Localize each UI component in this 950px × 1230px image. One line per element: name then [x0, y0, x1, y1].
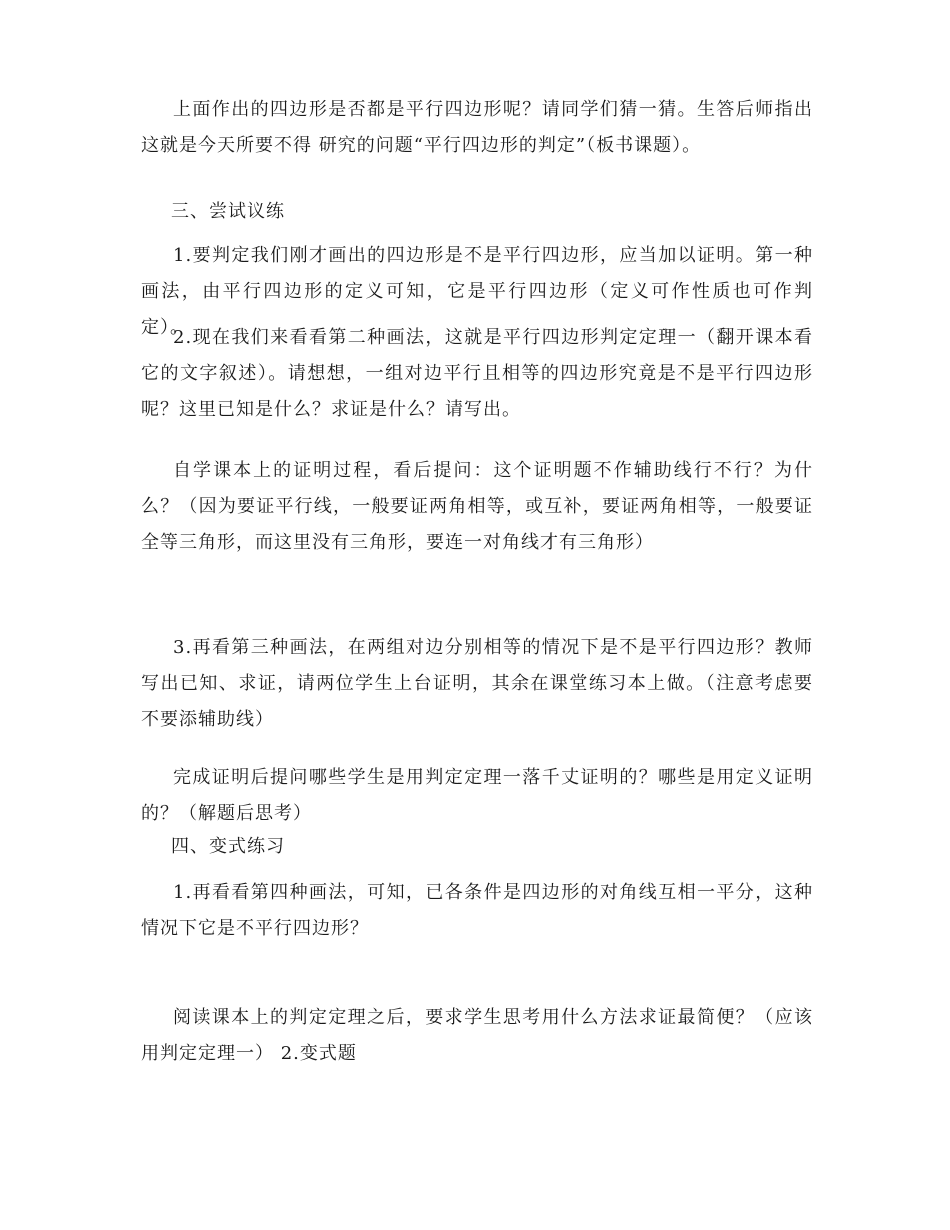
paragraph-item-2: 2.现在我们来看看第二种画法，这就是平行四边形判定定理一（翻开课本看它的文字叙述）。请想想，一组对边平行且相等的四边形究竟是不是平行四边形呢？这里已知是什么？求证是什么？请写出。 — [141, 327, 813, 420]
section-heading-4: 四、变式练习 — [171, 836, 285, 857]
paragraph-reading: 阅读课本上的判定定理之后，要求学生思考用什么方法求证最简便？（应该用判定定理一） 2.变式题 — [141, 1007, 813, 1064]
paragraph-item-3: 3.再看第三种画法，在两组对边分别相等的情况下是不是平行四边形？教师写出已知、求证，请两位学生上台证明，其余在课堂练习本上做。（注意考虑要不要添辅助线） — [141, 637, 813, 730]
paragraph-variant-1: 1.再看看第四种画法，可知，已各条件是四边形的对角线互相一平分，这种情况下它是不平行四边形？ — [141, 882, 813, 939]
paragraph-self-study: 自学课本上的证明过程，看后提问：这个证明题不作辅助线行不行？为什么？（因为要证平行线，一般要证两角相等，或互补，要证两角相等，一般要证全等三角形，而这里没有三角形，要连一对角线才有三角形） — [141, 460, 813, 553]
section-heading-3: 三、尝试议练 — [171, 201, 285, 222]
paragraph-item-1: 1.要判定我们刚才画出的四边形是不是平行四边形，应当加以证明。第一种画法，由平行四边形的定义可知，它是平行四边形（定义可作性质也可作判定）。 — [141, 245, 813, 338]
paragraph-intro: 上面作出的四边形是否都是平行四边形呢？请同学们猜一猜。生答后师指出这就是今天所要不得 研究的问题“平行四边形的判定”（板书课题）。 — [141, 99, 813, 156]
paragraph-after-proof: 完成证明后提问哪些学生是用判定定理一落千丈证明的？哪些是用定义证明的？（解题后思考） — [141, 767, 813, 824]
